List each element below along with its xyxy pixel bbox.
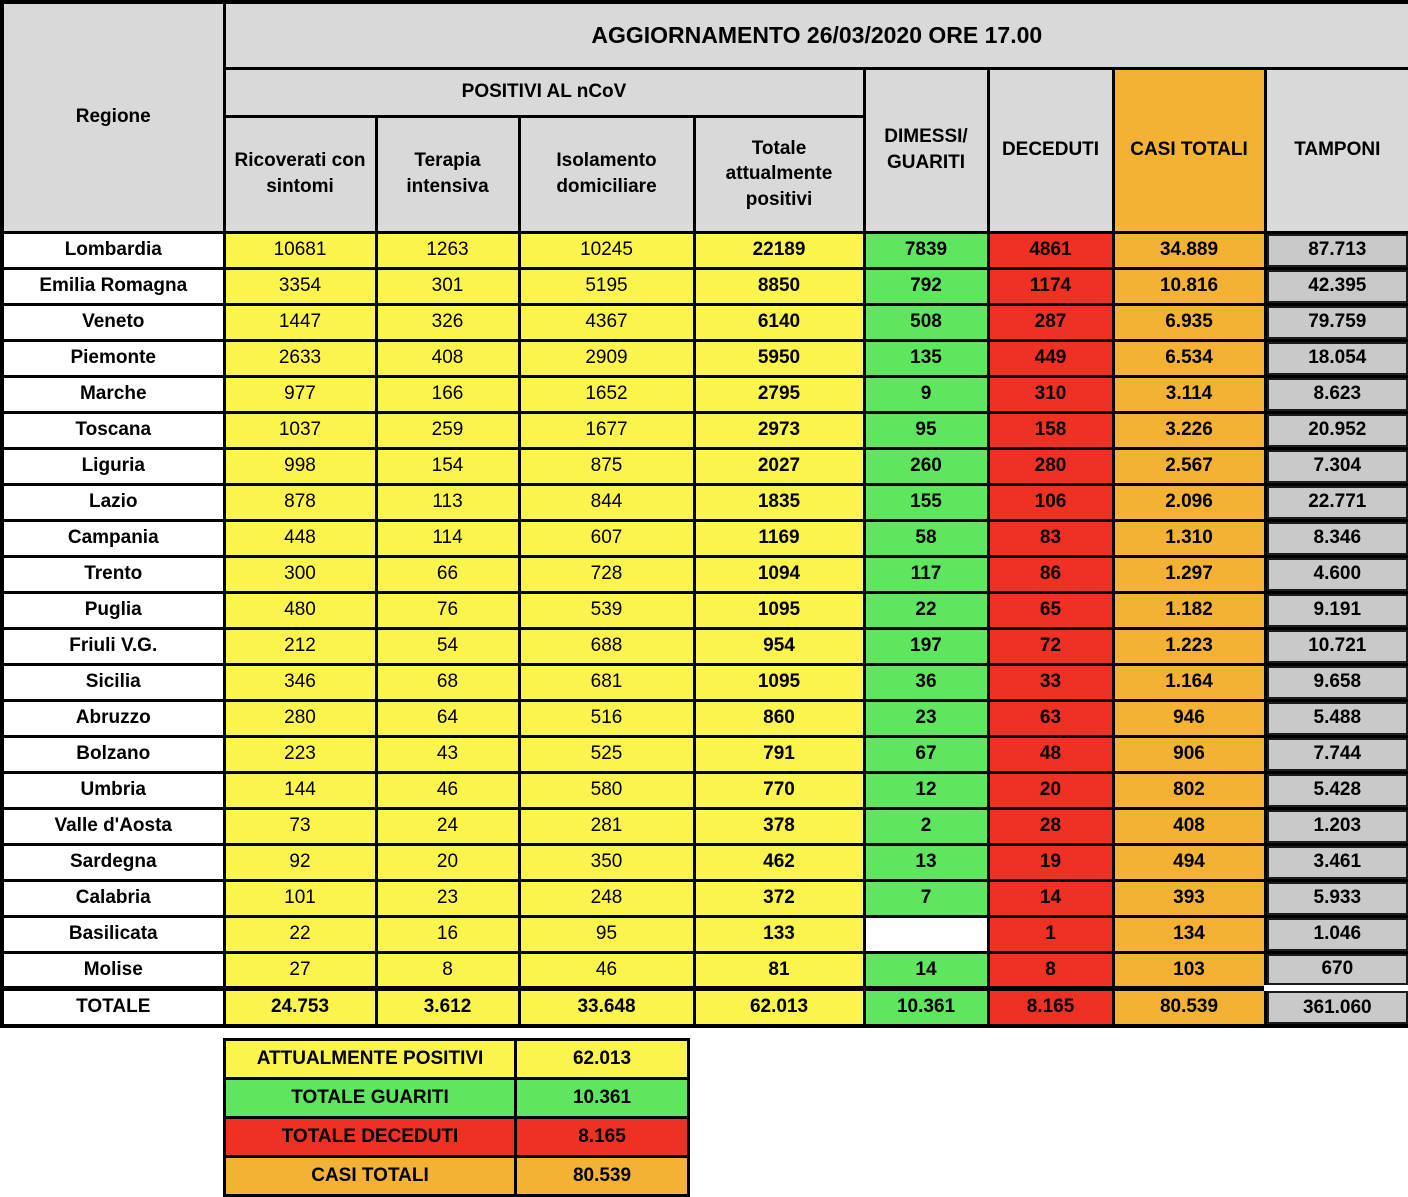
table-row	[2, 304, 1408, 340]
value-cell: 155	[864, 484, 988, 520]
region-cell: Sicilia	[2, 664, 224, 700]
table-row	[2, 808, 1408, 844]
header-casi-totali: CASI TOTALI	[1113, 68, 1265, 232]
value-cell: 300	[224, 556, 376, 592]
value-cell: 101	[224, 880, 376, 916]
value-cell: 1095	[694, 664, 864, 700]
value-cell: 8	[376, 952, 519, 988]
value-cell: 67	[864, 736, 988, 772]
value-cell: 158	[988, 412, 1113, 448]
legend-body	[225, 1040, 689, 1196]
table-row	[2, 556, 1408, 592]
region-cell: TOTALE	[2, 988, 224, 1026]
value-cell: 791	[694, 736, 864, 772]
table-row	[2, 412, 1408, 448]
value-cell: 287	[988, 304, 1113, 340]
value-cell: 166	[376, 376, 519, 412]
value-cell: 1835	[694, 484, 864, 520]
value-cell: 63	[988, 700, 1113, 736]
value-cell: 1169	[694, 520, 864, 556]
region-cell: Veneto	[2, 304, 224, 340]
table-row	[2, 340, 1408, 376]
value-cell: 681	[519, 664, 694, 700]
value-cell: 20	[988, 772, 1113, 808]
value-cell: 33	[988, 664, 1113, 700]
header-regione: Regione	[2, 2, 224, 232]
value-cell: 23	[864, 700, 988, 736]
value-cell: 4861	[988, 232, 1113, 268]
value-cell: 10.361	[864, 988, 988, 1026]
value-cell: 326	[376, 304, 519, 340]
value-cell: 4367	[519, 304, 694, 340]
value-cell: 5.488	[1265, 700, 1408, 736]
value-cell: 22.771	[1265, 484, 1408, 520]
value-cell: 607	[519, 520, 694, 556]
value-cell: 875	[519, 448, 694, 484]
value-cell: 19	[988, 844, 1113, 880]
value-cell: 1.164	[1113, 664, 1265, 700]
value-cell: 9.191	[1265, 592, 1408, 628]
value-cell: 1652	[519, 376, 694, 412]
value-cell: 14	[864, 952, 988, 988]
value-cell: 22	[864, 592, 988, 628]
value-cell: 1677	[519, 412, 694, 448]
value-cell: 3.612	[376, 988, 519, 1026]
value-cell: 103	[1113, 952, 1265, 988]
value-cell: 10.721	[1265, 628, 1408, 664]
value-cell: 860	[694, 700, 864, 736]
region-cell: Valle d'Aosta	[2, 808, 224, 844]
value-cell: 54	[376, 628, 519, 664]
value-cell: 670	[1265, 952, 1408, 988]
value-cell: 83	[988, 520, 1113, 556]
value-cell: 378	[694, 808, 864, 844]
value-cell: 6.534	[1113, 340, 1265, 376]
value-cell: 8	[988, 952, 1113, 988]
value-cell: 259	[376, 412, 519, 448]
value-cell: 34.889	[1113, 232, 1265, 268]
value-cell: 117	[864, 556, 988, 592]
value-cell: 73	[224, 808, 376, 844]
value-cell: 12	[864, 772, 988, 808]
table-row	[2, 376, 1408, 412]
region-cell: Marche	[2, 376, 224, 412]
legend	[223, 1038, 690, 1197]
value-cell: 3.461	[1265, 844, 1408, 880]
legend-value: 62.013	[516, 1040, 689, 1079]
table-row	[2, 448, 1408, 484]
value-cell: 87.713	[1265, 232, 1408, 268]
value-cell: 2027	[694, 448, 864, 484]
header-totale-positivi: Totale attualmente positivi	[694, 116, 864, 232]
value-cell: 350	[519, 844, 694, 880]
legend-value: 10.361	[516, 1079, 689, 1118]
value-cell: 86	[988, 556, 1113, 592]
value-cell: 580	[519, 772, 694, 808]
legend-label: CASI TOTALI	[225, 1157, 516, 1196]
value-cell: 10245	[519, 232, 694, 268]
value-cell: 24	[376, 808, 519, 844]
title-row	[2, 2, 1408, 68]
legend-value: 8.165	[516, 1118, 689, 1157]
value-cell: 346	[224, 664, 376, 700]
value-cell: 9.658	[1265, 664, 1408, 700]
value-cell: 223	[224, 736, 376, 772]
value-cell: 393	[1113, 880, 1265, 916]
value-cell: 7.304	[1265, 448, 1408, 484]
value-cell: 7839	[864, 232, 988, 268]
value-cell: 46	[376, 772, 519, 808]
value-cell: 43	[376, 736, 519, 772]
value-cell: 5195	[519, 268, 694, 304]
value-cell: 6140	[694, 304, 864, 340]
value-cell: 46	[519, 952, 694, 988]
value-cell: 462	[694, 844, 864, 880]
value-cell: 1095	[694, 592, 864, 628]
value-cell: 16	[376, 916, 519, 952]
value-cell: 954	[694, 628, 864, 664]
value-cell: 301	[376, 268, 519, 304]
table-row	[2, 628, 1408, 664]
value-cell: 508	[864, 304, 988, 340]
table-row	[2, 772, 1408, 808]
table-body	[2, 232, 1408, 1026]
value-cell: 8850	[694, 268, 864, 304]
header-ricoverati: Ricoverati con sintomi	[224, 116, 376, 232]
header-tamponi: TAMPONI	[1265, 68, 1408, 232]
value-cell: 448	[224, 520, 376, 556]
value-cell: 2973	[694, 412, 864, 448]
value-cell: 81	[694, 952, 864, 988]
value-cell: 2	[864, 808, 988, 844]
value-cell: 64	[376, 700, 519, 736]
value-cell: 33.648	[519, 988, 694, 1026]
value-cell: 1.297	[1113, 556, 1265, 592]
value-cell	[864, 916, 988, 952]
value-cell: 1263	[376, 232, 519, 268]
value-cell: 8.346	[1265, 520, 1408, 556]
value-cell: 281	[519, 808, 694, 844]
value-cell: 76	[376, 592, 519, 628]
value-cell: 525	[519, 736, 694, 772]
value-cell: 728	[519, 556, 694, 592]
region-cell: Friuli V.G.	[2, 628, 224, 664]
value-cell: 280	[988, 448, 1113, 484]
legend-row	[225, 1079, 689, 1118]
value-cell: 18.054	[1265, 340, 1408, 376]
value-cell: 361.060	[1265, 988, 1408, 1026]
value-cell: 3.226	[1113, 412, 1265, 448]
table-row	[2, 952, 1408, 988]
table-header	[2, 2, 1408, 232]
value-cell: 135	[864, 340, 988, 376]
value-cell: 688	[519, 628, 694, 664]
value-cell: 1.046	[1265, 916, 1408, 952]
value-cell: 1094	[694, 556, 864, 592]
region-cell: Molise	[2, 952, 224, 988]
legend-value: 80.539	[516, 1157, 689, 1196]
value-cell: 280	[224, 700, 376, 736]
table-row	[2, 700, 1408, 736]
header-dimessi-guariti: DIMESSI/ GUARITI	[864, 68, 988, 232]
value-cell: 494	[1113, 844, 1265, 880]
value-cell: 154	[376, 448, 519, 484]
value-cell: 27	[224, 952, 376, 988]
value-cell: 260	[864, 448, 988, 484]
value-cell: 10.816	[1113, 268, 1265, 304]
region-cell: Emilia Romagna	[2, 268, 224, 304]
legend-row	[225, 1118, 689, 1157]
value-cell: 2909	[519, 340, 694, 376]
value-cell: 197	[864, 628, 988, 664]
value-cell: 65	[988, 592, 1113, 628]
value-cell: 114	[376, 520, 519, 556]
value-cell: 844	[519, 484, 694, 520]
value-cell: 408	[1113, 808, 1265, 844]
value-cell: 95	[864, 412, 988, 448]
value-cell: 48	[988, 736, 1113, 772]
value-cell: 946	[1113, 700, 1265, 736]
value-cell: 5.428	[1265, 772, 1408, 808]
region-cell: Bolzano	[2, 736, 224, 772]
value-cell: 113	[376, 484, 519, 520]
value-cell: 80.539	[1113, 988, 1265, 1026]
header-isolamento: Isolamento domiciliare	[519, 116, 694, 232]
value-cell: 7.744	[1265, 736, 1408, 772]
value-cell: 13	[864, 844, 988, 880]
value-cell: 22189	[694, 232, 864, 268]
value-cell: 4.600	[1265, 556, 1408, 592]
value-cell: 770	[694, 772, 864, 808]
value-cell: 5950	[694, 340, 864, 376]
region-cell: Trento	[2, 556, 224, 592]
value-cell: 62.013	[694, 988, 864, 1026]
legend-label: ATTUALMENTE POSITIVI	[225, 1040, 516, 1079]
value-cell: 408	[376, 340, 519, 376]
value-cell: 310	[988, 376, 1113, 412]
value-cell: 3.114	[1113, 376, 1265, 412]
value-cell: 1.203	[1265, 808, 1408, 844]
value-cell: 42.395	[1265, 268, 1408, 304]
value-cell: 133	[694, 916, 864, 952]
table-row	[2, 880, 1408, 916]
value-cell: 20.952	[1265, 412, 1408, 448]
header-deceduti: DECEDUTI	[988, 68, 1113, 232]
value-cell: 802	[1113, 772, 1265, 808]
value-cell: 22	[224, 916, 376, 952]
region-cell: Basilicata	[2, 916, 224, 952]
value-cell: 977	[224, 376, 376, 412]
value-cell: 248	[519, 880, 694, 916]
value-cell: 516	[519, 700, 694, 736]
region-cell: Toscana	[2, 412, 224, 448]
legend-row	[225, 1040, 689, 1079]
table-row	[2, 520, 1408, 556]
value-cell: 9	[864, 376, 988, 412]
value-cell: 23	[376, 880, 519, 916]
region-cell: Lombardia	[2, 232, 224, 268]
update-title: AGGIORNAMENTO 26/03/2020 ORE 17.00	[224, 2, 1408, 68]
value-cell: 480	[224, 592, 376, 628]
table-row	[2, 844, 1408, 880]
value-cell: 8.165	[988, 988, 1113, 1026]
value-cell: 6.935	[1113, 304, 1265, 340]
value-cell: 1.182	[1113, 592, 1265, 628]
value-cell: 2.096	[1113, 484, 1265, 520]
value-cell: 72	[988, 628, 1113, 664]
region-cell: Sardegna	[2, 844, 224, 880]
value-cell: 372	[694, 880, 864, 916]
value-cell: 212	[224, 628, 376, 664]
value-cell: 79.759	[1265, 304, 1408, 340]
value-cell: 66	[376, 556, 519, 592]
value-cell: 1447	[224, 304, 376, 340]
value-cell: 792	[864, 268, 988, 304]
value-cell: 1.223	[1113, 628, 1265, 664]
value-cell: 3354	[224, 268, 376, 304]
value-cell: 134	[1113, 916, 1265, 952]
value-cell: 2.567	[1113, 448, 1265, 484]
value-cell: 8.623	[1265, 376, 1408, 412]
table-row	[2, 916, 1408, 952]
table-row	[2, 232, 1408, 268]
value-cell: 1174	[988, 268, 1113, 304]
value-cell: 7	[864, 880, 988, 916]
value-cell: 24.753	[224, 988, 376, 1026]
value-cell: 95	[519, 916, 694, 952]
region-cell: Abruzzo	[2, 700, 224, 736]
region-cell: Umbria	[2, 772, 224, 808]
table-row	[2, 736, 1408, 772]
table-row	[2, 664, 1408, 700]
legend-row	[225, 1157, 689, 1196]
value-cell: 906	[1113, 736, 1265, 772]
value-cell: 2795	[694, 376, 864, 412]
legend-label: TOTALE DECEDUTI	[225, 1118, 516, 1157]
value-cell: 58	[864, 520, 988, 556]
value-cell: 106	[988, 484, 1113, 520]
region-cell: Liguria	[2, 448, 224, 484]
value-cell: 28	[988, 808, 1113, 844]
region-cell: Lazio	[2, 484, 224, 520]
value-cell: 449	[988, 340, 1113, 376]
value-cell: 1.310	[1113, 520, 1265, 556]
region-cell: Calabria	[2, 880, 224, 916]
value-cell: 878	[224, 484, 376, 520]
value-cell: 539	[519, 592, 694, 628]
value-cell: 10681	[224, 232, 376, 268]
value-cell: 1	[988, 916, 1113, 952]
value-cell: 14	[988, 880, 1113, 916]
value-cell: 36	[864, 664, 988, 700]
value-cell: 998	[224, 448, 376, 484]
header-terapia: Terapia intensiva	[376, 116, 519, 232]
legend-label: TOTALE GUARITI	[225, 1079, 516, 1118]
value-cell: 5.933	[1265, 880, 1408, 916]
value-cell: 2633	[224, 340, 376, 376]
value-cell: 68	[376, 664, 519, 700]
table-row	[2, 484, 1408, 520]
value-cell: 144	[224, 772, 376, 808]
value-cell: 1037	[224, 412, 376, 448]
region-cell: Piemonte	[2, 340, 224, 376]
header-positivi-group: POSITIVI AL nCoV	[224, 68, 864, 116]
table-row	[2, 592, 1408, 628]
totale-row	[2, 988, 1408, 1026]
table-row	[2, 268, 1408, 304]
region-cell: Puglia	[2, 592, 224, 628]
value-cell: 20	[376, 844, 519, 880]
value-cell: 92	[224, 844, 376, 880]
region-cell: Campania	[2, 520, 224, 556]
